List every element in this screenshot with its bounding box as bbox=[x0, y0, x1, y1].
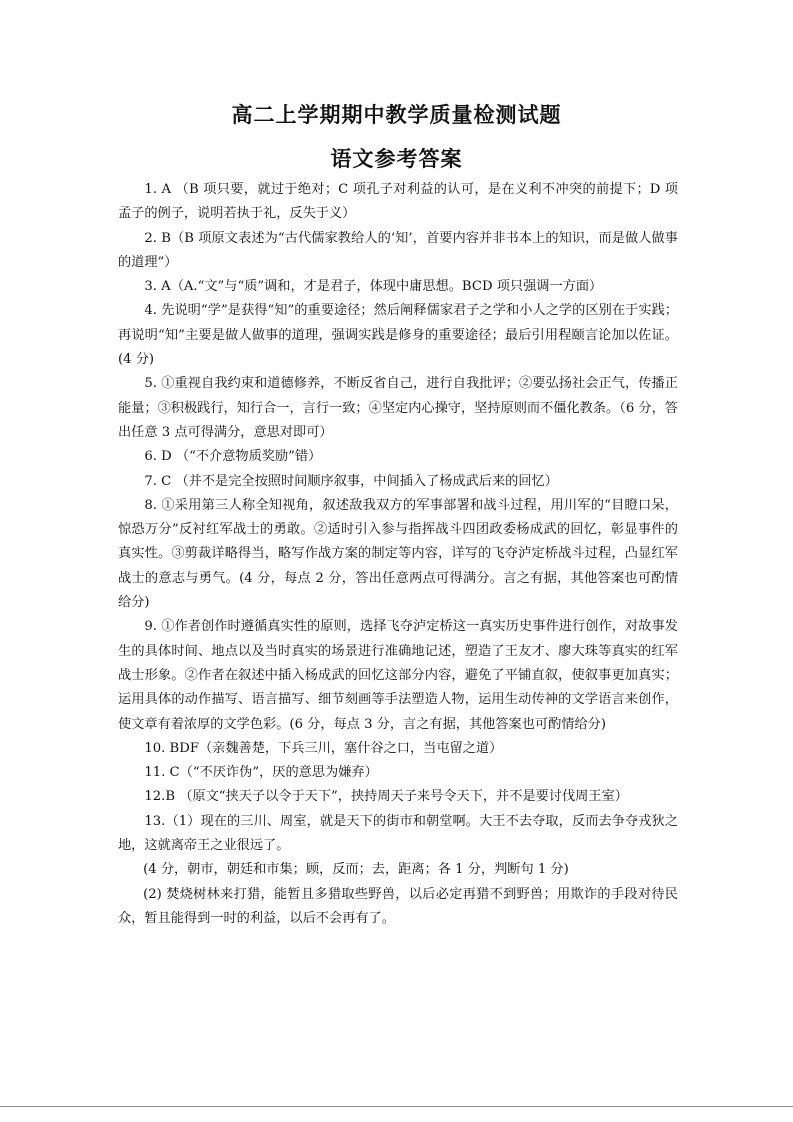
footer-divider bbox=[0, 1106, 793, 1107]
answer-item-2: 2. B（B 项原文表述为“古代儒家教给人的‘知’，首要内容并非书本上的知识，而是做人做事的道理”） bbox=[118, 230, 678, 270]
answer-item-5: 5. ①重视自我约束和道德修养，不断反省自己，进行自我批评；②要弘扬社会正气，传播正能量；③积极践行，知行合一，言行一致；④坚定内心操守，坚持原则而不僵化教条。（6 分，答出任意 3 点可得满分，意思对即可） bbox=[118, 376, 678, 440]
answer-item-13-1: 13.（1）现在的三川、周室，就是天下的街市和朝堂啊。大王不去夺取，反而去争夺戎狄之地，这就离帝王之业很远了。 bbox=[118, 813, 678, 854]
answer-item-12: 12.B （原文“挟天子以令于天下”，挟持周天子来号令天下，并不是要讨伐周王室） bbox=[144, 789, 628, 805]
answer-13-1-scoring-note: (4 分，朝市，朝廷和市集；顾，反而；去，距离；各 1 分，判断句 1 分) bbox=[143, 862, 569, 878]
answer-item-13-2: (2) 焚烧树林来打猎，能暂且多猎取些野兽，以后必定再猎不到野兽；用欺诈的手段对待民众，暂且能得到一时的利益，以后不会再有了。 bbox=[118, 886, 678, 926]
document-subtitle: 语文参考答案 bbox=[330, 146, 463, 171]
answer-item-1: 1. A （B 项只要，就过于绝对；C 项孔子对利益的认可，是在义利不冲突的前提下；D 项孟子的例子，说明若执于礼，反失于义） bbox=[118, 182, 678, 222]
answer-item-3: 3. A（A.“文”与“质”调和，才是君子，体现中庸思想。BCD 项只强调一方面） bbox=[144, 279, 603, 295]
answer-item-10: 10. BDF（亲魏善楚，下兵三川，塞什谷之口，当屯留之道） bbox=[144, 740, 503, 756]
document-title: 高二上学期期中教学质量检测试题 bbox=[231, 102, 562, 127]
answer-item-11: 11. C（“不厌诈伪”，厌的意思为嫌弃） bbox=[144, 765, 378, 781]
answer-item-8: 8. ①采用第三人称全知视角，叙述敌我双方的军事部署和战斗过程，用川军的“目瞪口呆，惊恐万分”反衬红军战士的勇敢。②适时引入参与指挥战斗四团政委杨成武的回忆，彰显事件的真实性。③剪裁详略得当，略写作战方案的制定等内容，详写的飞夺泸定桥战斗过程，凸显红军战士的意志与勇气。(4 分，每点 2 分，答出任意两点可得满分。言之有据，其他答案也可酌情给分) bbox=[118, 497, 678, 611]
answer-list bbox=[118, 178, 678, 931]
answer-item-4: 4. 先说明“学”是获得“知”的重要途径；然后阐释儒家君子之学和小人之学的区别在于实践；再说明“知”主要是做人做事的道理，强调实践是修身的重要途径；最后引用程颐言论加以佐证。(4 分) bbox=[118, 303, 678, 368]
answer-item-7: 7. C （并不是完全按照时间顺序叙事，中间插入了杨成武后来的回忆） bbox=[144, 473, 558, 489]
answer-item-9: 9. ①作者创作时遵循真实性的原则，选择飞夺泸定桥这一真实历史事件进行创作，对故事发生的具体时间、地点以及当时真实的场景进行准确地记述，塑造了王友才、廖大珠等真实的红军战士形象。②作者在叙述中插入杨成武的回忆这部分内容，避免了平铺直叙，使叙事更加真实；运用具体的动作描写、语言描写、细节刻画等手法塑造人物，运用生动传神的文学语言来创作，使文章有着浓厚的文学色彩。(6 分，每点 3 分，言之有据，其他答案也可酌情给分) bbox=[118, 619, 678, 732]
answer-item-6: 6. D （“不介意物质奖励”错） bbox=[144, 449, 322, 465]
